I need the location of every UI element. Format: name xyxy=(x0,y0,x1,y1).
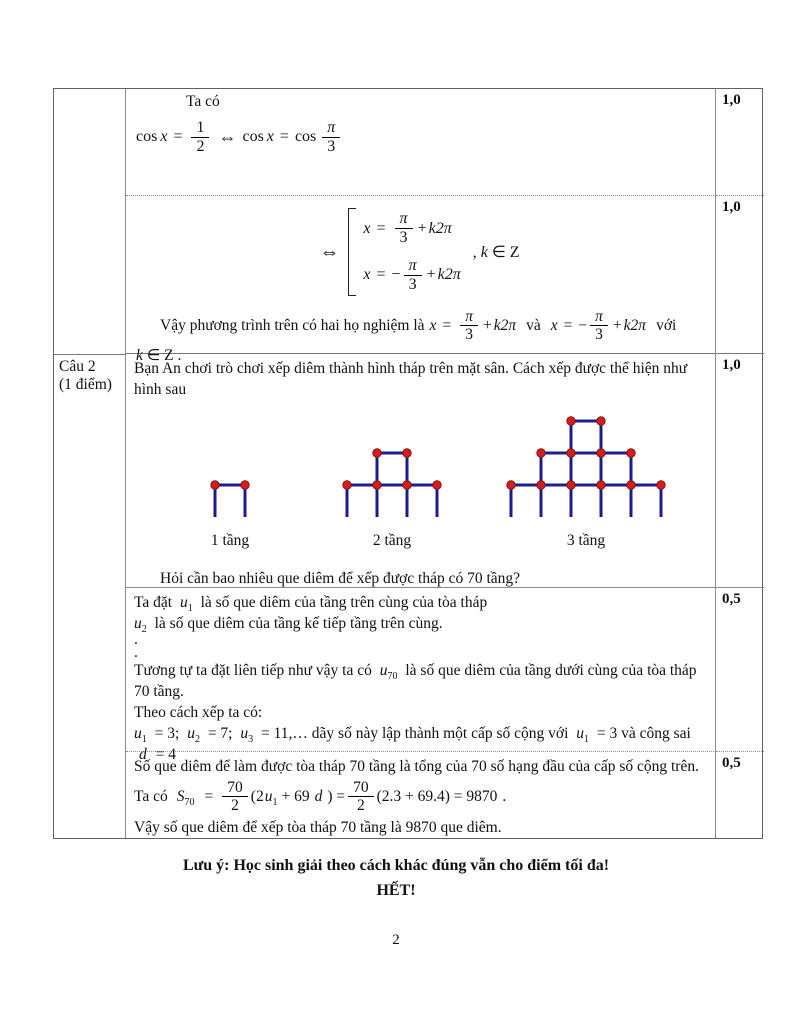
joint-dot xyxy=(627,449,635,457)
math-sub-var: $u_2$ xyxy=(187,725,200,746)
math-fraction: $\frac{70}{2}$ xyxy=(348,779,374,815)
joint-dot xyxy=(597,481,605,489)
math-var: x xyxy=(363,219,371,237)
joint-dot xyxy=(537,481,545,489)
joint-dot xyxy=(241,481,249,489)
solution-cases xyxy=(134,208,705,296)
joint-dot xyxy=(507,481,515,489)
math-sub-var: $u_1$ xyxy=(576,725,589,746)
score-cell: 1,0 xyxy=(716,354,764,588)
tower-diagram xyxy=(342,448,442,522)
math-var: d xyxy=(139,746,147,763)
tower-label: 1 tầng xyxy=(210,532,250,549)
cases-bracket xyxy=(348,208,356,296)
sum-formula: Ta có $S_{70}$ = $\frac{70}{2}$ (2 $u_1$ + 69 d ) = $\frac{70}{2}$ (2.3 + 69.4) = 9870 . xyxy=(134,779,507,815)
math-op: + xyxy=(482,316,492,334)
joint-dot xyxy=(567,449,575,457)
joint-dot xyxy=(567,481,575,489)
math-var: x xyxy=(266,128,274,146)
equation-cosx xyxy=(136,119,705,156)
math-term: k2π xyxy=(623,316,647,334)
math-set: ∈ Z xyxy=(491,244,520,261)
row-cau1-step1 xyxy=(126,89,716,196)
tower-3-tang xyxy=(506,416,666,550)
row-cau2-statement xyxy=(126,354,716,588)
joint-dot xyxy=(433,481,441,489)
math-var: x xyxy=(429,316,437,334)
math-op: = xyxy=(376,266,386,284)
joint-dot xyxy=(567,417,575,425)
math-sub-var: $u_{70}$ xyxy=(379,662,398,683)
joint-dot xyxy=(537,449,545,457)
question-number: Câu 2 xyxy=(59,358,96,375)
joint-dot xyxy=(343,481,351,489)
iff-symbol: ⇔ xyxy=(319,240,340,263)
math-op: + xyxy=(417,219,427,237)
math-op: = xyxy=(563,316,573,334)
math-var: d xyxy=(314,787,323,805)
problem-statement: Bạn An chơi trò chơi xếp diêm thành hình tháp trên mặt sân. Cách xếp được thể hiện như hình sau xyxy=(134,360,688,398)
math-fraction: $\frac{1}{2}$ xyxy=(191,119,209,156)
cases-condition: , k ∈ Z xyxy=(472,244,520,261)
math-fraction: $\frac{70}{2}$ xyxy=(222,779,248,815)
problem-question: Hỏi cần bao nhiêu que diêm để xếp được tháp có 70 tầng? xyxy=(160,570,521,587)
question-cell-cau2 xyxy=(54,354,126,838)
text: với xyxy=(656,316,677,334)
tower-label: 3 tầng xyxy=(566,532,606,549)
joint-dot xyxy=(373,449,381,457)
solution-line: $u_2$ là số que diêm của tầng kế tiếp tầng trên cùng. xyxy=(134,615,443,636)
math-fraction: $\frac{\pi}{3}$ xyxy=(460,308,478,344)
math-fn: cos xyxy=(242,128,264,146)
math-fraction: $\frac{\pi}{3}$ xyxy=(404,257,422,294)
tower-figure xyxy=(134,416,705,550)
grading-note: Lưu ý: Học sinh giải theo cách khác đúng vẫn cho điểm tối đa! xyxy=(182,857,610,874)
math-var: k xyxy=(136,346,143,364)
solution-line: Tương tự ta đặt liên tiếp như vậy ta có $u_{70}$ là số que diêm của tầng dưới cùng của tòa tháp xyxy=(134,662,697,683)
page-number: 2 xyxy=(392,932,400,948)
tower-label: 2 tầng xyxy=(372,532,412,549)
tower-diagram xyxy=(506,416,666,522)
tower-diagram xyxy=(210,480,250,522)
solution-line: 70 tầng. xyxy=(134,683,184,700)
math-op: = xyxy=(376,219,386,237)
solution-line: Ta đặt $u_1$ là số que diêm của tầng trên cùng của tòa tháp xyxy=(134,594,488,615)
case-line-1 xyxy=(363,210,460,247)
conclusion-line xyxy=(134,308,705,344)
joint-dot xyxy=(211,481,219,489)
math-fn: cos xyxy=(136,128,158,146)
answer-table xyxy=(53,88,763,839)
math-op: = xyxy=(204,787,214,805)
joint-dot xyxy=(627,481,635,489)
math-var: x xyxy=(550,316,558,334)
score-cell: 0,5 xyxy=(716,588,764,752)
math-var: x xyxy=(363,266,371,284)
row-cau1-step2 xyxy=(126,196,716,364)
math-var: k xyxy=(480,244,488,261)
math-sub-var: $u_3$ xyxy=(240,725,254,746)
math-op: − xyxy=(391,266,401,284)
case-line-2 xyxy=(363,257,460,294)
math-set: ∈ Z . xyxy=(146,346,182,364)
math-fraction: $\frac{\pi}{3}$ xyxy=(590,308,608,344)
joint-dot xyxy=(597,449,605,457)
math-term: k2π xyxy=(428,219,452,237)
math-sub-var: $S_{70}$ xyxy=(176,787,195,808)
joint-dot xyxy=(597,417,605,425)
math-fraction: $\frac{\pi}{3}$ xyxy=(395,210,413,247)
solution-line: $u_1 = 3$; $u_2 = 7$; $u_3$ = 11,… dãy số này lập thành một cấp số cộng với $u_1 = 3$ và công sai d = 4 xyxy=(134,725,691,763)
math-var: x xyxy=(160,128,168,146)
math-sub-var: $u_1$ xyxy=(134,725,147,746)
text: và xyxy=(526,316,541,334)
end-marker: HẾT! xyxy=(376,882,416,899)
question-cell-cau1 xyxy=(54,89,126,354)
math-op: = xyxy=(442,316,452,334)
math-op: = xyxy=(279,128,289,146)
math-sub-var: $u_1$ xyxy=(179,594,193,615)
cases-column xyxy=(363,210,460,294)
solution-line: Vậy số que diêm để xếp tòa tháp 70 tầng là 9870 que diêm. xyxy=(134,818,502,836)
score-cell: 0,5 xyxy=(722,755,741,771)
joint-dot xyxy=(373,481,381,489)
iff-symbol: ⇔ xyxy=(218,126,237,147)
math-op: = xyxy=(173,128,183,146)
question-points: (1 điểm) xyxy=(59,376,112,393)
tower-2-tang xyxy=(342,448,442,550)
joint-dot xyxy=(403,449,411,457)
math-fraction: $\frac{\pi}{3}$ xyxy=(322,119,340,156)
footer-note-block xyxy=(0,853,792,903)
math-op: + xyxy=(612,316,622,334)
math-term: k2π xyxy=(437,266,461,284)
score-cell: 1,0 xyxy=(716,89,764,196)
solution-line: Theo cách xếp ta có: xyxy=(134,704,263,721)
tower-1-tang xyxy=(210,480,250,550)
step-intro: Ta có xyxy=(186,93,220,110)
math-fn: cos xyxy=(294,128,317,146)
ellipsis-dot: . xyxy=(134,644,138,661)
row-cau2-step1 xyxy=(126,588,716,763)
math-op: − xyxy=(578,316,588,334)
math-op: + xyxy=(426,266,436,284)
solution-line: Số que diêm để làm được tòa tháp 70 tầng là tổng của 70 số hạng đầu của cấp số cộng trên. xyxy=(134,758,699,775)
math-sub-var: $u_2$ xyxy=(134,615,147,636)
ellipsis-dot: . xyxy=(134,631,138,648)
score-cell: 1,0 xyxy=(716,196,764,354)
text: Vậy phương trình trên có hai họ nghiệm là xyxy=(160,316,425,334)
row-cau2-step2 xyxy=(126,752,716,838)
joint-dot xyxy=(657,481,665,489)
math-sub-var: $u_1$ xyxy=(264,787,278,808)
joint-dot xyxy=(403,481,411,489)
math-term: k2π xyxy=(493,316,517,334)
